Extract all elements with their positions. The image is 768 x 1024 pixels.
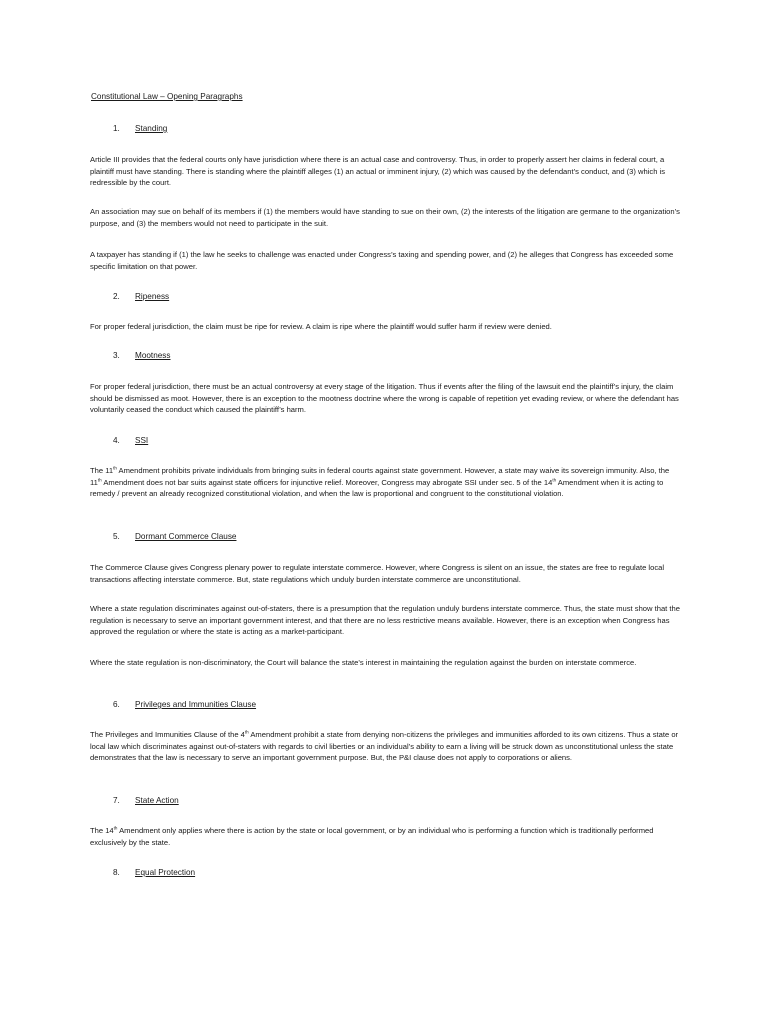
section-title: Privileges and Immunities Clause [135,700,257,709]
section-heading-dormant-commerce-clause [113,531,236,543]
paragraph-dcc-1: The Commerce Clause gives Congress plenary power to regulate interstate commerce. However, where Congress is silent on an issue, the states are free to regulate local transactions affecting interstate commerce. But, state regulations which unduly burden interstate commerce are unconstitutional. [90,563,665,584]
paragraph-pi-1: The Privileges and Immunities Clause of the 4th Amendment prohibit a state from denying non-citizens the privileges and immunities afforded to its own citizens. Thus a state or local law which discriminates against out-of-staters with regards to civil liberties or an individual’s ability to earn a living will be struck down as unconstitutional unless the state demonstrates that the law is necessary to serve an important government purpose. But, the P&I clause does not apply to corporations or aliens. [90,729,679,762]
section-number: 5. [113,532,120,541]
section-title: Dormant Commerce Clause [135,532,237,541]
section-number: 1. [113,124,120,133]
section-heading-ripeness [113,291,169,303]
section-number: 4. [113,436,120,445]
section-title: Equal Protection [135,868,196,877]
paragraph-ssi-1: The 11th Amendment prohibits private individuals from bringing suits in federal courts against state government. However, a state may waive its sovereign immunity. Also, the 11th Amendment does not bar suits against state officers for injunctive relief. Moreover, Congress may abrogate SSI under sec. 5 of the 14th Amendment when it is acting to remedy / prevent an already recognized constitutional violation, and when the law is proportional and congruent to the constitutional violation. [90,465,670,498]
paragraph-state-action-1: The 14th Amendment only applies where there is action by the state or local government, or by an individual who is performing a function which is traditionally performed exclusively by the state. [90,825,654,847]
paragraph-dcc-2: Where a state regulation discriminates against out-of-staters, there is a presumption that the regulation unduly burdens interstate commerce. Thus, the state must show that the regulation is necessary to serve an important government interest, and that there are no less restrictive means available. However, there is an exception when Congress has approved the regulation or where the state is acting as a market-participant. [90,604,680,636]
paragraph-mootness-1: For proper federal jurisdiction, there must be an actual controversy at every stage of the litigation. Thus if events after the filing of the lawsuit end the plaintiff’s injury, the claim should be dismissed as moot. However, there is an exception to the mootness doctrine where the wrong is capable of repetition yet evading review, or where the defendant has voluntarily ceased the conduct which caused the plaintiff’s harm. [90,382,679,414]
section-heading-state-action [113,795,179,807]
document-title: Constitutional Law – Opening Paragraphs [91,92,243,101]
paragraph-dcc-3: Where the state regulation is non-discriminatory, the Court will balance the state’s interest in maintaining the regulation against the burden on interstate commerce. [90,658,637,667]
section-heading-privileges-immunities [113,699,256,711]
paragraph-ripeness-1: For proper federal jurisdiction, the claim must be ripe for review. A claim is ripe where the plaintiff would suffer harm if review were denied. [90,322,552,331]
section-title: Ripeness [135,292,170,301]
section-number: 3. [113,351,120,360]
section-title: State Action [135,796,179,805]
section-number: 6. [113,700,120,709]
paragraph-standing-1: Article III provides that the federal courts only have jurisdiction where there is an actual case and controversy. Thus, in order to properly assert her claims in federal court, a plaintiff must have standing. There is standing where the plaintiff alleges (1) an actual or imminent injury, (2) which was caused by the defendant’s conduct, and (3) which is redressible by the court. [90,155,666,187]
section-heading-equal-protection [113,867,195,879]
section-heading-ssi [113,435,148,447]
section-title: SSI [135,436,149,445]
section-heading-standing [113,123,167,135]
section-number: 2. [113,292,120,301]
paragraph-standing-2: An association may sue on behalf of its members if (1) the members would have standing to sue on their own, (2) the interests of the litigation are germane to the organization’s purpose, and (3) the members would not need to participate in the suit. [90,207,680,228]
section-title: Standing [135,124,168,133]
paragraph-standing-3: A taxpayer has standing if (1) the law he seeks to challenge was enacted under Congress’s taxing and spending power, and (2) he alleges that Congress has exceeded some specific limitation on that power. [90,250,674,271]
section-heading-mootness [113,350,171,362]
section-number: 7. [113,796,120,805]
section-number: 8. [113,868,120,877]
section-title: Mootness [135,351,171,360]
